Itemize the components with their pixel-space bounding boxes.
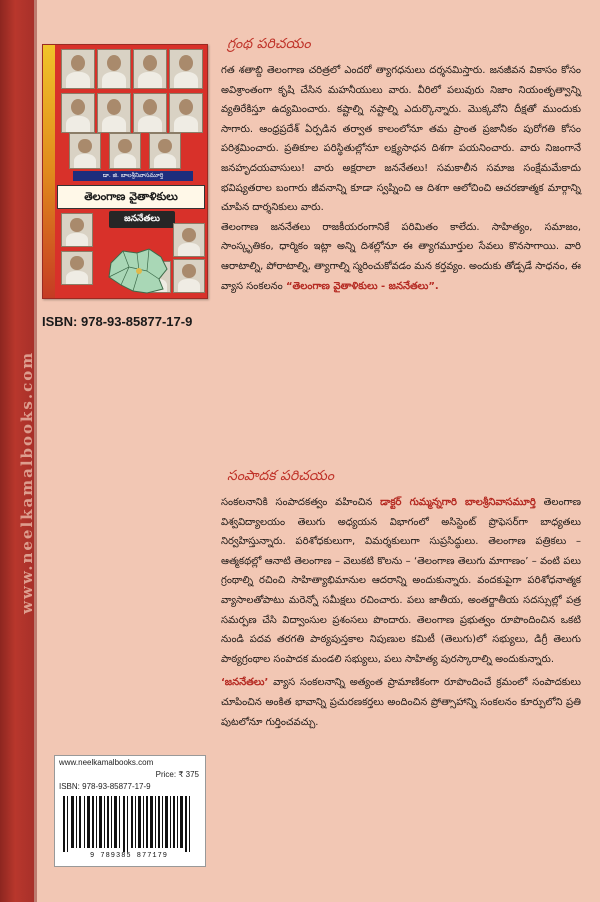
- portrait-photo: [173, 223, 205, 257]
- editor-name: డాక్టర్ గుమ్మన్నగారి బాలశ్రీనివాసమూర్తి: [380, 497, 536, 508]
- publisher-website: www.neelkamalbooks.com: [59, 758, 154, 767]
- portrait-photo: [61, 213, 93, 247]
- telangana-map-icon: [103, 245, 173, 297]
- portrait-photo: [97, 93, 131, 133]
- closing-paragraph: ‘జననేతలు’ వ్యాస సంకలనాన్ని అత్యంత ప్రామాణికంగా రూపొందించే క్రమంలో సంపాదకులు చూపించిన అంకిత భావాన్ని ప్రచురణకర్తలు అందించిన ప్రోత్సాహాన్ని సంకలనం కూర్పులోని ప్రతి పుటలోనూ గుర్తించవచ్చు.: [221, 677, 581, 728]
- cover-subtitle: జననేతలు: [109, 211, 175, 228]
- website-watermark: www.neelkamalbooks.com: [18, 350, 36, 614]
- publisher-barcode-box: [54, 755, 206, 867]
- book-title-highlight: “తెలంగాణ వైతాళికులు - జననేతలు”.: [285, 280, 439, 292]
- barcode-graphic: [59, 796, 199, 852]
- portrait-photo: [133, 49, 167, 89]
- cover-title: తెలంగాణ వైతాళికులు: [57, 185, 205, 209]
- portrait-photo: [149, 133, 181, 169]
- portrait-photo: [169, 93, 203, 133]
- intro-paragraph: గత శతాబ్ది తెలంగాణ చరిత్రలో ఎందరో త్యాగధనులు దర్శనమిస్తారు. జనజీవన వికాసం కోసం అవిశ్రాంతంగా కృషి చేసిన మహనీయులు వారు. వీరిలో పలువురు నిజాం నియంతృత్వాన్ని వ్యతిరేకిస్తూ ఉద్యమించారు. కష్టాల్ని నష్టాల్ని ఎదుర్కొన్నారు. మొక్కవోని దీక్షతో ముందుకు సాగారు. ఆంధ్రప్రదేశ్ ఏర్పడిన తర్వాత కాలంలోనూ తమ ప్రాంత ప్రజానీకం పురోగతి కోసం పరిశ్రమించారు. ప్రతికూల పరిస్థితుల్లోనూ లక్ష్యసాధన దిశగా పయనించారు. వారు నిజంగానే జనహృదయవాసులు! వారు అక్షరాలా జననేతలు! సమకాలీన సమాజ సంక్షేమమేకాదు భవిష్యతరాల బంగారు జీవనాన్ని కూడా స్వప్నించి ఆ దిశగా ఆలోచించి ఆచరణాత్మక మార్గాన్ని చూపిన దార్శనికులు వారు.: [221, 65, 581, 214]
- portrait-photo: [109, 133, 141, 169]
- portrait-photo: [61, 93, 95, 133]
- portrait-photo: [61, 49, 95, 89]
- cover-author: డా. జి. బాలశ్రీనివాసమూర్తి: [73, 171, 193, 181]
- editor-paragraph: సంకలనానికి సంపాదకత్వం వహించిన డాక్టర్ గుమ్మన్నగారి బాలశ్రీనివాసమూర్తి తెలంగాణ విశ్వవిద్యాలయం తెలుగు అధ్యయన విభాగంలో అసిస్టెంట్ ప్రొఫెసర్‌గా బాధ్యతలు నిర్వహిస్తున్నారు. పరిశోధకులుగా, విమర్శకులుగా సుప్రసిద్ధులు. తెలంగాణ పత్రికలు – ఆత్మకథల్లో ఆనాటి తెలంగాణ – వెలుకటి కొలను – ‘తెలంగాణ తెలుగు మాగాణం’ – వంటి పలు గ్రంథాల్ని రచించి సాహిత్యాభిమానుల ఆదరాన్ని అందుకున్నారు. వందకుపైగా పరిశోధనాత్మక వ్యాసాలతోపాటు మరెన్నో సమీక్షలు రచించారు. పలు జాతీయ, అంతర్జాతీయ సదస్సుల్లో పత్ర సమర్పణ చేసి విద్వాంసుల ప్రశంసలు పొందారు. తెలంగాణ ప్రభుత్వం రూపొందించిన ఒకటి నుండి పదవ తరగతి పాఠ్యపుస్తకాల నిపుణుల కమిటీ (తెలుగు)లో సభ్యులు, డిగ్రీ తెలుగు పాఠ్యగ్రంథాల సంపాదక మండలి సభ్యులు, పలు సాహిత్య పురస్కారాల్ని అందుకున్నారు.: [221, 497, 581, 665]
- book-introduction-section: [221, 36, 581, 296]
- intro-paragraph: తెలంగాణ జననేతలు రాజకీయరంగానికే పరిమితం కాలేదు. సాహిత్యం, సమాజం, సాంస్కృతికం, ధార్మికం ఇట్లా అన్ని దిశల్లోనూ ఈ త్యాగమూర్తుల సేవలు కొనసాగాయి. వారి ఆరాటాల్ని, పోరాటాల్ని, త్యాగాల్ని స్మరించుకోవడం మన కర్తవ్యం. అందుకు తోడ్పడే సాధనం, ఈ వ్యాస సంకలనం “తెలంగాణ వైతాళికులు - జననేతలు”.: [221, 221, 581, 292]
- collection-name-highlight: ‘జననేతలు’: [221, 677, 269, 689]
- portrait-photo: [133, 93, 167, 133]
- barcode-number: 9 789385 877179: [89, 852, 168, 860]
- portrait-photo: [69, 133, 101, 169]
- barcode-isbn: ISBN: 978-93-85877-17-9: [59, 782, 151, 791]
- price-label: Price: ₹ 375: [155, 770, 199, 779]
- cover-thumbnail: [42, 44, 208, 299]
- editor-introduction-section: [221, 468, 581, 732]
- portrait-photo: [97, 49, 131, 89]
- section-heading: సంపాదక పరిచయం: [227, 468, 334, 484]
- section-heading: గ్రంథ పరిచయం: [227, 36, 311, 52]
- portrait-photo: [173, 259, 205, 293]
- isbn-label: ISBN: 978-93-85877-17-9: [42, 314, 193, 329]
- portrait-photo: [169, 49, 203, 89]
- cover-color-strip: [43, 45, 55, 298]
- portrait-photo: [61, 251, 93, 285]
